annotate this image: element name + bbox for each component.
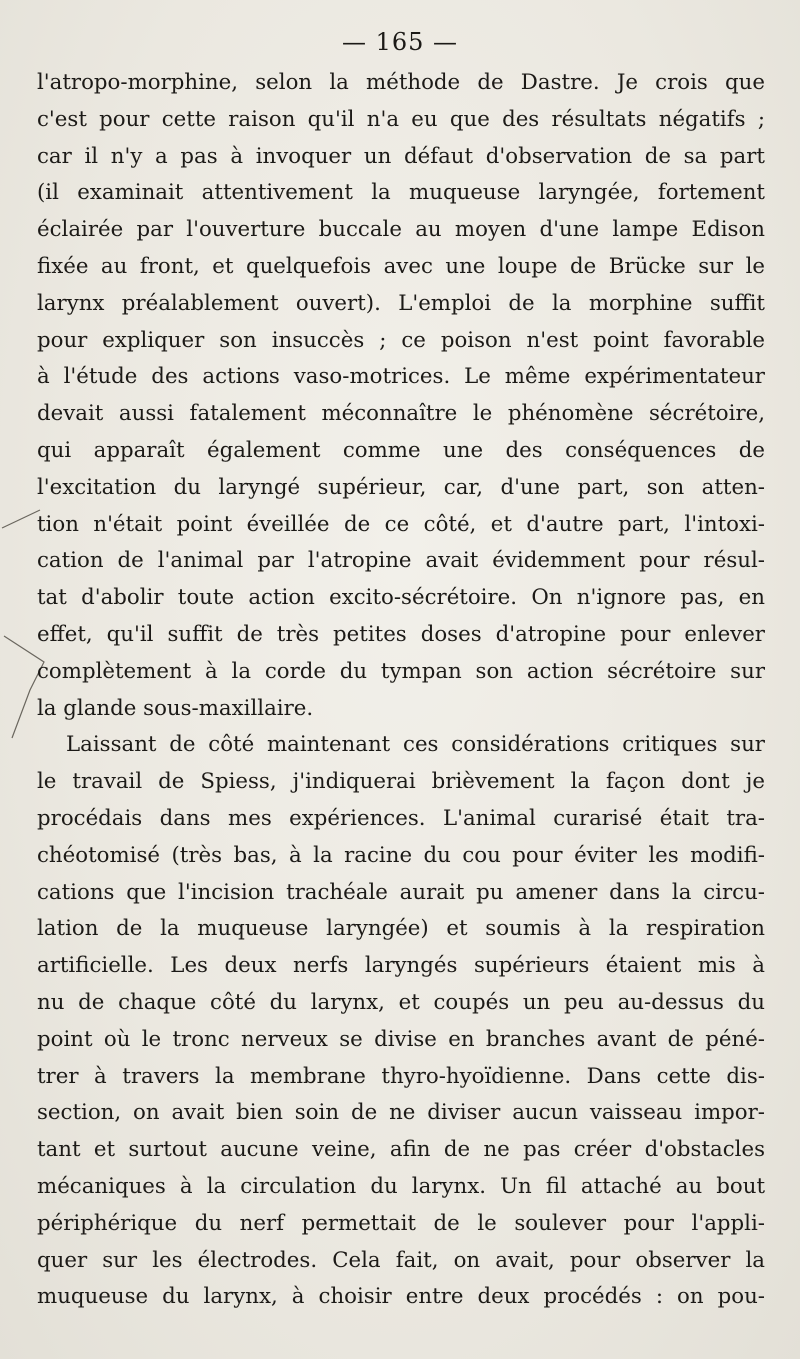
text-body <box>37 65 765 1316</box>
text-line: artificielle. Les deux nerfs laryngés supérieurs étaient mis à <box>37 953 765 979</box>
text-line: procédais dans mes expériences. L'animal curarisé était tra- <box>37 805 765 831</box>
text-line: muqueuse du larynx, à choisir entre deux procédés : on pou- <box>37 1284 765 1310</box>
text-line: cations que l'incision trachéale aurait pu amener dans la circu- <box>37 879 765 905</box>
text-line: le travail de Spiess, j'indiquerai brièvement la façon dont je <box>37 769 765 795</box>
text-line: chéotomisé (très bas, à la racine du cou pour éviter les modifi- <box>37 842 765 868</box>
page-number: — 165 — <box>341 28 459 56</box>
text-line: pour expliquer son insuccès ; ce poison n'est point favorable <box>37 327 765 353</box>
text-line: effet, qu'il suffit de très petites doses d'atropine pour enlever <box>37 621 765 647</box>
text-line: devait aussi fatalement méconnaître le phénomène sécrétoire, <box>37 401 765 427</box>
text-line: larynx préalablement ouvert). L'emploi de la morphine suffit <box>37 290 765 316</box>
text-line: complètement à la corde du tympan son action sécrétoire sur <box>37 658 765 684</box>
text-line: qui apparaît également comme une des conséquences de <box>37 437 765 463</box>
text-line: tant et surtout aucune veine, afin de ne pas créer d'obstacles <box>37 1137 765 1163</box>
text-line: nu de chaque côté du larynx, et coupés un peu au-dessus du <box>37 989 765 1015</box>
text-line: éclairée par l'ouverture buccale au moyen d'une lampe Edison <box>37 217 765 243</box>
text-line: l'atropo-morphine, selon la méthode de Dastre. Je crois que <box>37 70 765 95</box>
text-line: à l'étude des actions vaso-motrices. Le même expérimentateur <box>37 364 765 390</box>
text-line: la glande sous-maxillaire. <box>37 695 314 721</box>
text-line: l'excitation du laryngé supérieur, car, d'une part, son atten- <box>37 474 765 500</box>
text-line: cation de l'animal par l'atropine avait évidemment pour résul- <box>37 548 765 574</box>
paragraph-start-line: Laissant de côté maintenant ces considérations critiques sur <box>66 732 765 758</box>
text-line: point où le tronc nerveux se divise en branches avant de péné- <box>37 1026 765 1052</box>
text-line: lation de la muqueuse laryngée) et soumis à la respiration <box>37 916 765 942</box>
text-line: (il examinait attentivement la muqueuse laryngée, fortement <box>37 180 765 206</box>
text-line: tion n'était point éveillée de ce côté, et d'autre part, l'intoxi- <box>37 511 765 537</box>
text-line: quer sur les électrodes. Cela fait, on avait, pour observer la <box>37 1247 765 1273</box>
text-line: trer à travers la membrane thyro-hyoïdienne. Dans cette dis- <box>37 1063 765 1089</box>
text-line: c'est pour cette raison qu'il n'a eu que des résultats négatifs ; <box>37 106 765 132</box>
text-line: car il n'y a pas à invoquer un défaut d'observation de sa part <box>37 143 765 169</box>
text-line: fixée au front, et quelquefois avec une loupe de Brücke sur le <box>37 253 765 279</box>
text-line: tat d'abolir toute action excito-sécrétoire. On n'ignore pas, en <box>37 585 765 611</box>
text-line: section, on avait bien soin de ne diviser aucun vaisseau impor- <box>37 1100 765 1126</box>
text-line: mécaniques à la circulation du larynx. Un fil attaché au bout <box>37 1173 765 1199</box>
text-line: périphérique du nerf permettait de le soulever pour l'appli- <box>37 1210 765 1236</box>
